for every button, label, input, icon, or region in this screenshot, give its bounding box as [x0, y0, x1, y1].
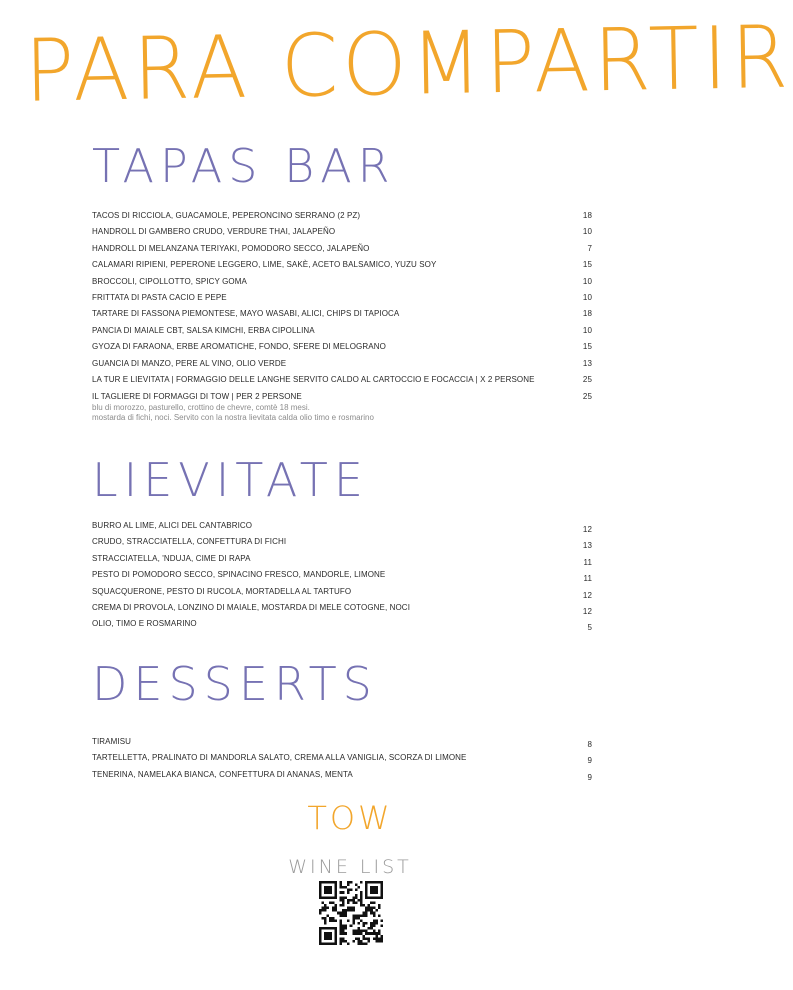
menu-item	[92, 567, 592, 583]
menu-item-name: CREMA DI PROVOLA, LONZINO DI MAIALE, MOSTARDA DI MELE COTOGNE, NOCI	[92, 603, 411, 613]
menu-item	[92, 584, 592, 600]
menu-item	[92, 339, 592, 355]
menu-item	[92, 734, 592, 750]
menu-item-price: 10	[582, 276, 592, 286]
menu-item-price: 5	[587, 623, 592, 633]
menu-item	[92, 391, 592, 403]
section-title-desserts: DESSERTS	[92, 657, 378, 711]
menu-item	[92, 208, 592, 224]
menu-item	[92, 290, 592, 306]
menu-item	[92, 274, 592, 290]
menu-item-price: 25	[582, 375, 592, 385]
page-title: PARA COMPARTIR	[24, 7, 793, 122]
menu-item-price: 15	[582, 260, 592, 270]
section-title-lievitate: LIEVITATE	[92, 453, 369, 507]
qr-code-icon[interactable]	[319, 881, 383, 945]
menu-item-name: GUANCIA DI MANZO, PERE AL VINO, OLIO VERDE	[92, 358, 287, 368]
menu-item-price: 9	[587, 756, 592, 766]
menu-item	[92, 600, 592, 616]
menu-item	[92, 372, 592, 388]
menu-item-name: HANDROLL DI GAMBERO CRUDO, VERDURE THAI, JALAPEÑO	[92, 227, 336, 237]
wine-list-label[interactable]: WINE LIST	[288, 856, 412, 878]
menu-item-price: 10	[582, 325, 592, 335]
menu-item	[92, 518, 592, 534]
menu-item-price: 12	[582, 607, 592, 617]
menu-item-name: TIRAMISU	[92, 737, 132, 746]
menu-item	[92, 224, 592, 240]
menu-item-name: CRUDO, STRACCIATELLA, CONFETTURA DI FICHI	[92, 537, 287, 547]
menu-item-price: 12	[582, 590, 592, 600]
menu-item-name: BROCCOLI, CIPOLLOTTO, SPICY GOMA	[92, 276, 247, 286]
menu-item	[92, 616, 592, 632]
menu-item	[92, 534, 592, 550]
menu-item	[92, 257, 592, 273]
menu-item-price: 9	[587, 772, 592, 782]
menu-item-price: 13	[582, 541, 592, 551]
menu-item-name: TARTARE DI FASSONA PIEMONTESE, MAYO WASABI, ALICI, CHIPS DI TAPIOCA	[92, 309, 400, 319]
menu-item-price: 11	[583, 574, 592, 584]
menu-item-name: PANCIA DI MAIALE CBT, SALSA KIMCHI, ERBA CIPOLLINA	[92, 325, 315, 335]
menu-item	[92, 356, 592, 372]
menu-item-price: 18	[582, 211, 592, 220]
lievitate-menu-list	[92, 518, 592, 633]
tapas-menu-list	[92, 208, 592, 423]
menu-item-price: 13	[582, 358, 592, 368]
menu-item	[92, 767, 592, 783]
menu-item-price: 25	[582, 392, 592, 402]
menu-item-name: TARTELLETTA, PRALINATO DI MANDORLA SALATO, CREMA ALLA VANIGLIA, SCORZA DI LIMONE	[92, 753, 467, 763]
menu-item-description: mostarda di fichi, noci. Servito con la nostra lievitata calda olio timo e rosmarino	[92, 413, 374, 423]
menu-item	[92, 323, 592, 339]
menu-item-price: 7	[587, 243, 592, 253]
menu-item-description: blu di morozzo, pasturello, crottino de chevre, comtè 18 mesi.	[92, 403, 310, 413]
menu-item-name: CALAMARI RIPIENI, PEPERONE LEGGERO, LIME, SAKÈ, ACETO BALSAMICO, YUZU SOY	[92, 260, 437, 270]
menu-item-price: 8	[587, 740, 592, 749]
menu-item-name: TACOS DI RICCIOLA, GUACAMOLE, PEPERONCINO SERRANO (2 PZ)	[92, 211, 361, 220]
menu-item	[92, 241, 592, 257]
menu-item-name: TENERINA, NAMELAKA BIANCA, CONFETTURA DI ANANAS, MENTA	[92, 769, 353, 779]
menu-item	[92, 551, 592, 567]
menu-item-price: 10	[582, 227, 592, 237]
menu-item-name: SQUACQUERONE, PESTO DI RUCOLA, MORTADELLA AL TARTUFO	[92, 586, 352, 596]
menu-item-name: PESTO DI POMODORO SECCO, SPINACINO FRESCO, MANDORLE, LIMONE	[92, 570, 386, 580]
menu-item-name: GYOZA DI FARAONA, ERBE AROMATICHE, FONDO, SFERE DI MELOGRANO	[92, 342, 386, 352]
menu-item-price: 15	[582, 342, 592, 352]
menu-item-price: 10	[582, 293, 592, 303]
desserts-menu-list	[92, 734, 592, 783]
menu-item-price: 18	[582, 309, 592, 319]
menu-item-name: IL TAGLIERE DI FORMAGGI DI TOW | PER 2 PERSONE	[92, 392, 302, 402]
menu-item-name: LA TUR E LIEVITATA | FORMAGGIO DELLE LANGHE SERVITO CALDO AL CARTOCCIO E FOCACCIA | X 2 PERSONE	[92, 375, 535, 385]
menu-item	[92, 750, 592, 766]
menu-item	[92, 306, 592, 322]
menu-item-name: OLIO, TIMO E ROSMARINO	[92, 619, 197, 629]
menu-item-name: FRITTATA DI PASTA CACIO E PEPE	[92, 293, 227, 303]
tow-logo: TOW	[307, 799, 393, 837]
menu-item-name: STRACCIATELLA, 'NDUJA, CIME DI RAPA	[92, 553, 251, 563]
menu-item-name: BURRO AL LIME, ALICI DEL CANTABRICO	[92, 521, 253, 530]
menu-item-price: 12	[582, 525, 592, 534]
section-title-tapas-bar: TAPAS BAR	[92, 139, 396, 193]
menu-item-price: 11	[583, 557, 592, 567]
menu-item-name: HANDROLL DI MELANZANA TERIYAKI, POMODORO SECCO, JALAPEÑO	[92, 243, 370, 253]
